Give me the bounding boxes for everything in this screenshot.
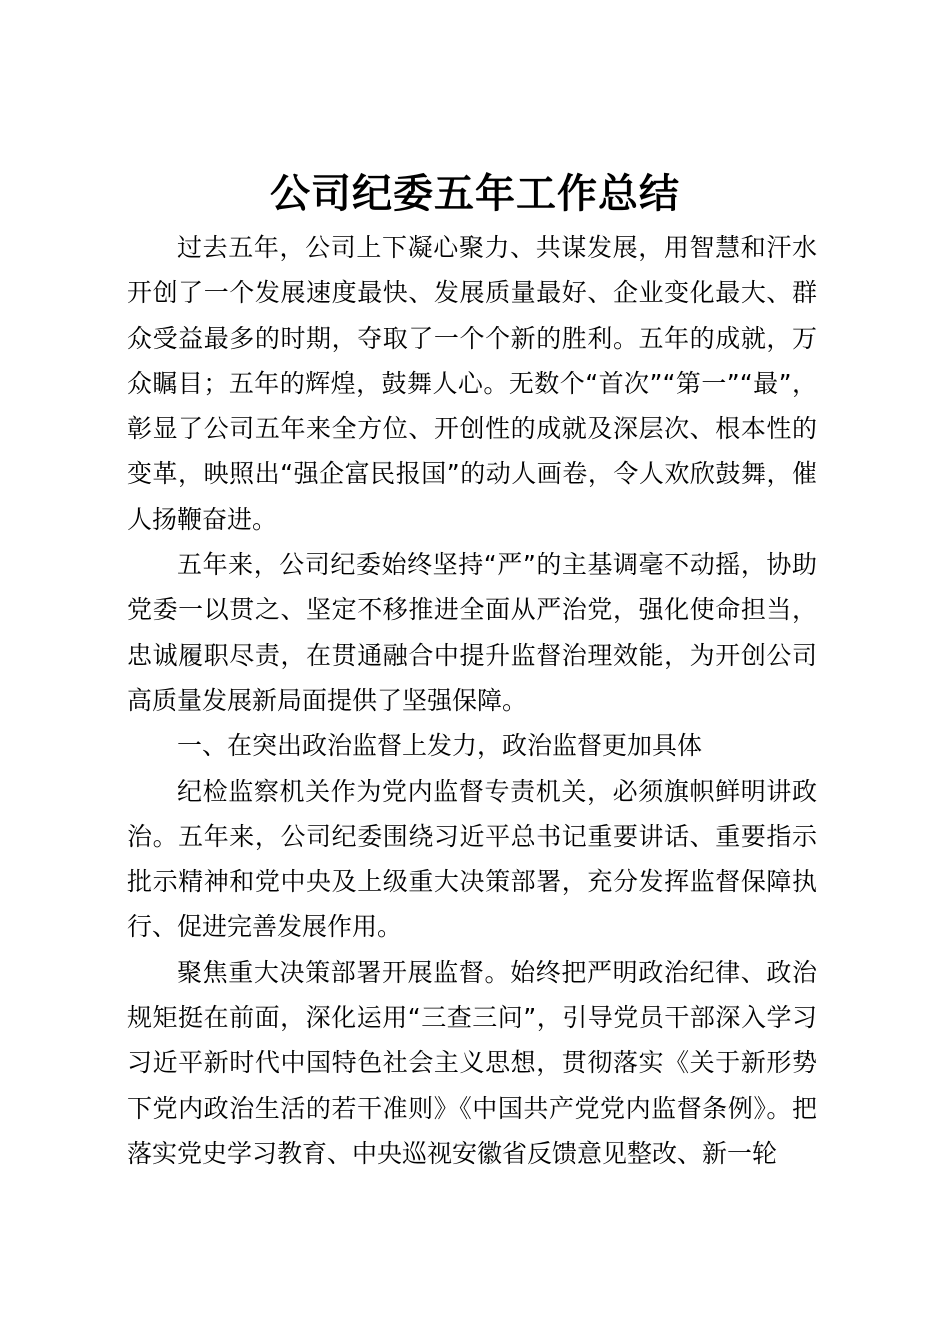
document-body: [127, 225, 817, 1176]
paragraph-overview: 五年来，公司纪委始终坚持“严”的主基调毫不动摇，协助党委一以贯之、坚定不移推进全面从严治党，强化使命担当，忠诚履职尽责，在贯通融合中提升监督治理效能，为开创公司高质量发展新局面提供了坚强保障。: [127, 550, 817, 715]
section-heading-1: 一、在突出政治监督上发力，政治监督更加具体: [177, 731, 703, 761]
paragraph-political-supervision: 纪检监察机关作为党内监督专责机关，必须旗帜鲜明讲政治。五年来，公司纪委围绕习近平总书记重要讲话、重要指示批示精神和党中央及上级重大决策部署，充分发挥监督保障执行、促进完善发展作用。: [127, 776, 817, 942]
paragraph-intro: 过去五年，公司上下凝心聚力、共谋发展，用智慧和汗水开创了一个发展速度最快、发展质量最好、企业变化最大、群众受益最多的时期，夺取了一个个新的胜利。五年的成就，万众瞩目；五年的辉煌，鼓舞人心。无数个“首次”“第一”“最”，彰显了公司五年来全方位、开创性的成就及深层次、根本性的变革，映照出“强企富民报国”的动人画卷，令人欢欣鼓舞，催人扬鞭奋进。: [127, 233, 817, 534]
paragraph-major-decisions: 聚焦重大决策部署开展监督。始终把严明政治纪律、政治规矩挺在前面，深化运用“三查三问”，引导党员干部深入学习习近平新时代中国特色社会主义思想，贯彻落实《关于新形势下党内政治生活的若干准则》《中国共产党党内监督条例》。把落实党史学习教育、中央巡视安徽省反馈意见整改、新一轮: [127, 957, 817, 1168]
document-title: 公司纪委五年工作总结: [270, 171, 680, 217]
